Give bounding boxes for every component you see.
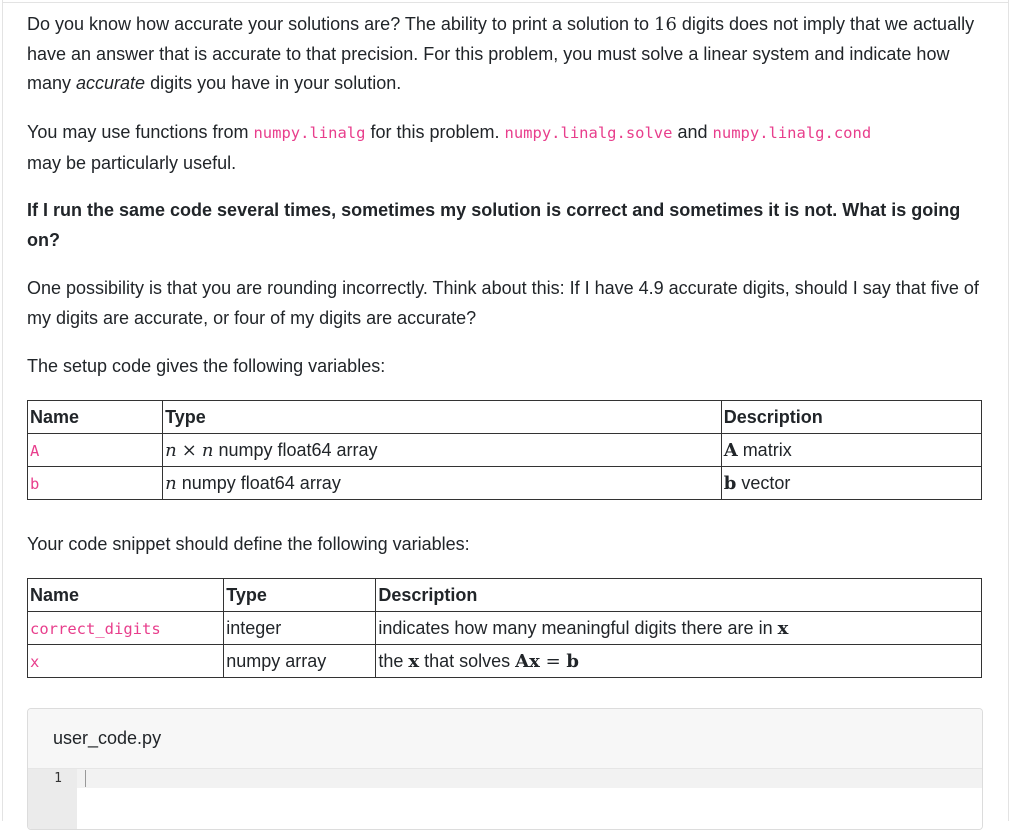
variable-description: indicates how many meaningful digits there are in x bbox=[376, 612, 982, 645]
emphasis-accurate: accurate bbox=[76, 73, 146, 93]
frame-top-border bbox=[2, 2, 1009, 3]
digits-count: 16 bbox=[654, 14, 677, 35]
editor-filename: user_code.py bbox=[28, 709, 982, 769]
intro-paragraph: Do you know how accurate your solutions are? The ability to print a solution to 16 digits does not imply that we actually have an answer that is accurate to that precision. For this problem, you must solve a linear system and indicate how many accurate digits you have in your solution. bbox=[27, 14, 975, 93]
variable-description: A matrix bbox=[721, 434, 981, 467]
variable-name: x bbox=[30, 652, 40, 671]
variable-type: n × n numpy float64 array bbox=[163, 434, 722, 467]
text-cursor bbox=[85, 770, 86, 787]
table-row bbox=[28, 467, 982, 500]
code-numpy-linalg: numpy.linalg bbox=[253, 124, 366, 142]
code-editor-card bbox=[27, 708, 983, 830]
frame-left-border bbox=[2, 0, 3, 821]
table-row bbox=[28, 612, 982, 645]
variable-name: correct_digits bbox=[30, 619, 161, 638]
variable-description: b vector bbox=[721, 467, 981, 500]
table-row bbox=[28, 645, 982, 678]
code-editor[interactable] bbox=[28, 769, 982, 829]
variable-description: the x that solves Ax = b bbox=[376, 645, 982, 678]
header-name: Name bbox=[28, 401, 163, 434]
table-row bbox=[28, 434, 982, 467]
editor-gutter bbox=[28, 769, 77, 829]
header-type: Type bbox=[163, 401, 722, 434]
header-description: Description bbox=[376, 579, 982, 612]
variable-name: A bbox=[30, 441, 40, 460]
frame-right-border bbox=[1008, 0, 1009, 821]
line-number: 1 bbox=[54, 771, 62, 786]
active-line-highlight bbox=[77, 769, 982, 788]
output-variables-table bbox=[27, 578, 982, 678]
variable-type: n numpy float64 array bbox=[163, 467, 722, 500]
table-header-row bbox=[28, 579, 982, 612]
setup-variables-intro: The setup code gives the following variables: bbox=[27, 356, 386, 376]
variable-name: b bbox=[30, 474, 40, 493]
variable-type: numpy array bbox=[224, 645, 376, 678]
table-header-row bbox=[28, 401, 982, 434]
setup-variables-table bbox=[27, 400, 982, 500]
output-variables-intro: Your code snippet should define the following variables: bbox=[27, 534, 470, 554]
faq-question: If I run the same code several times, sometimes my solution is correct and sometimes it is not. What is going on? bbox=[27, 200, 961, 250]
faq-answer: One possibility is that you are rounding incorrectly. Think about this: If I have 4.9 accurate digits, should I say that five of my digits are accurate, or four of my digits are accurate? bbox=[27, 278, 979, 328]
header-type: Type bbox=[224, 579, 376, 612]
header-description: Description bbox=[721, 401, 981, 434]
code-numpy-linalg-cond: numpy.linalg.cond bbox=[712, 124, 872, 142]
functions-paragraph: You may use functions from numpy.linalg for this problem. numpy.linalg.solve and numpy.linalg.cond may be particularly useful. bbox=[27, 122, 872, 173]
code-numpy-linalg-solve: numpy.linalg.solve bbox=[504, 124, 673, 142]
header-name: Name bbox=[28, 579, 224, 612]
variable-type: integer bbox=[224, 612, 376, 645]
